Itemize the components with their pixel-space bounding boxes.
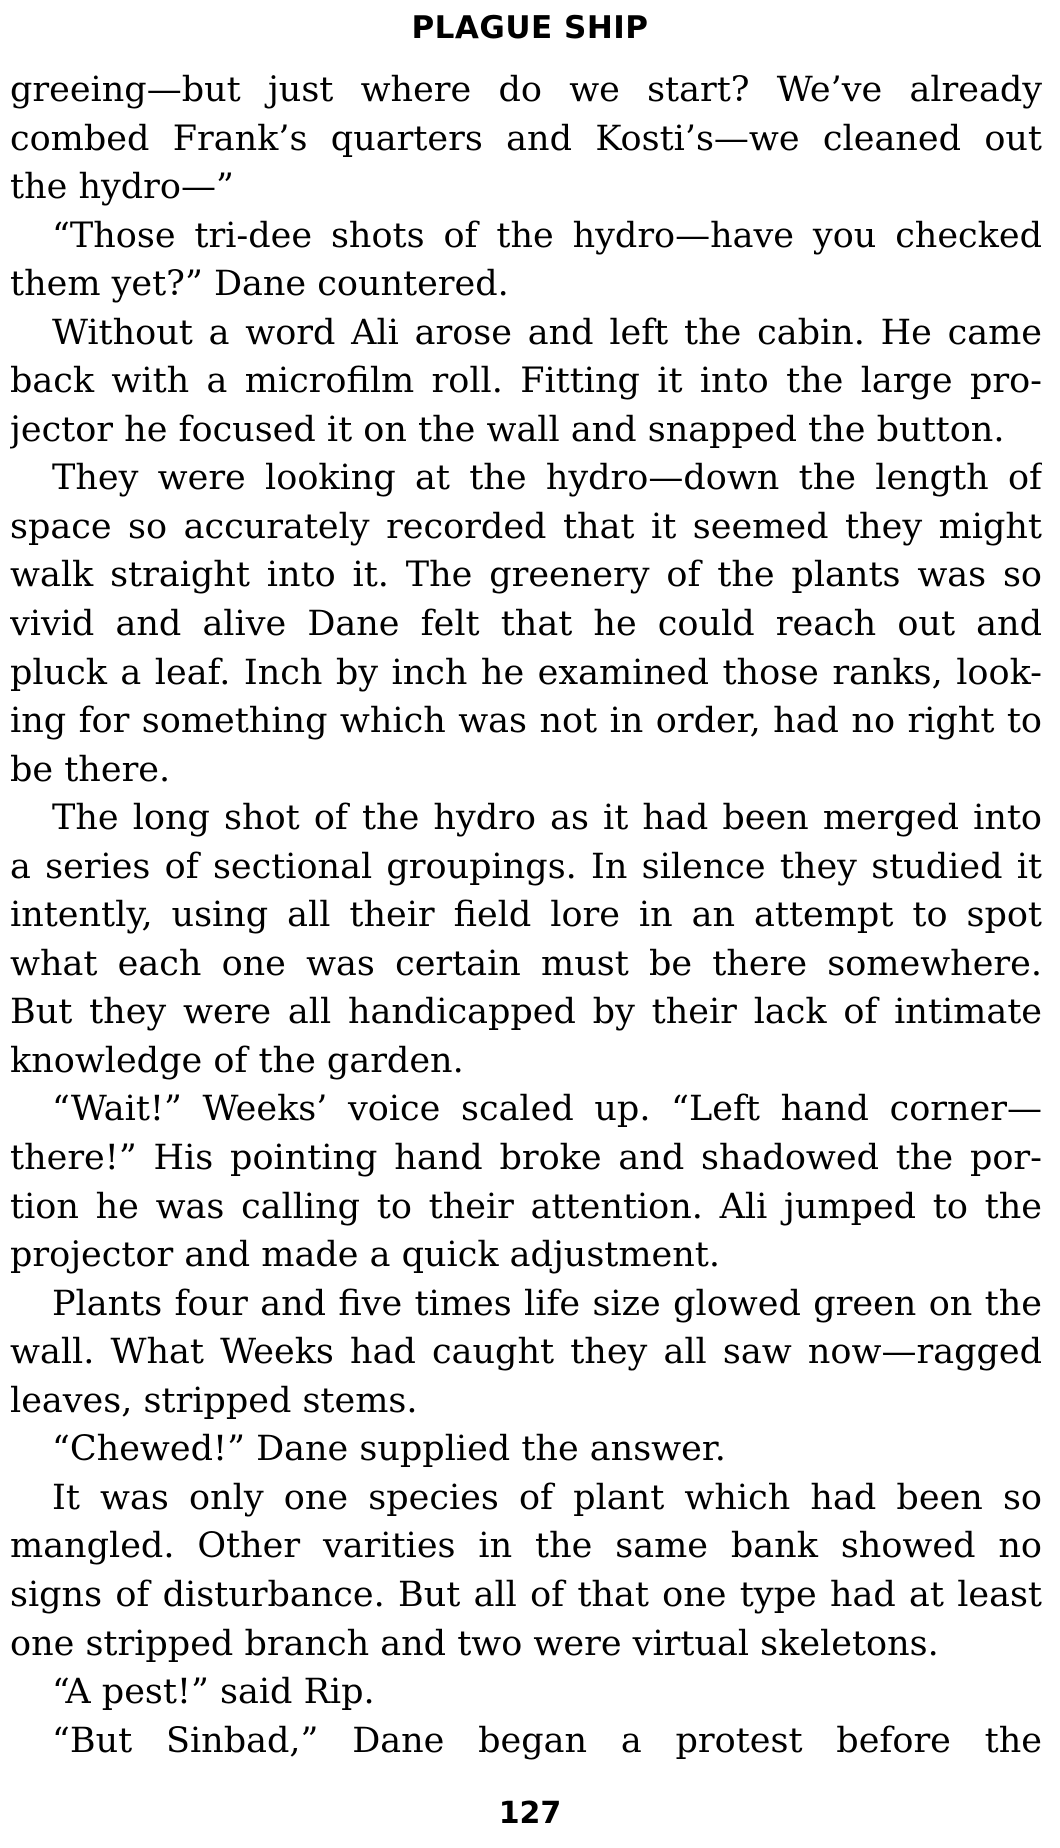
text-line: “Wait!” Weeks’ voice scaled up. “Left hand corner—: [52, 1089, 1042, 1130]
running-head: PLAGUE SHIP: [411, 10, 649, 46]
text-line: projector and made a quick adjustment.: [10, 1235, 720, 1276]
text-line: combed Frank’s quarters and Kosti’s—we cleaned out: [10, 118, 1042, 159]
text-line: greeing—but just where do we start? We’ve already: [10, 70, 1042, 110]
text-line: knowledge of the garden.: [10, 1040, 464, 1081]
text-line: a series of sectional groupings. In silence they studied it: [10, 846, 1042, 887]
text-line: The long shot of the hydro as it had been merged into: [52, 798, 1042, 839]
text-line: them yet?” Dane countered.: [10, 264, 509, 305]
text-line: walk straight into it. The greenery of the plants was so: [10, 555, 1042, 596]
text-line: “A pest!” said Rip.: [52, 1672, 375, 1713]
body-text: [10, 66, 1042, 1765]
text-line: ing for something which was not in order, had no right to: [10, 701, 1042, 742]
text-line: mangled. Other varities in the same bank showed no: [10, 1526, 1042, 1567]
text-line: one stripped branch and two were virtual skeletons.: [10, 1623, 939, 1664]
text-line: intently, using all their field lore in an attempt to spot: [10, 895, 1042, 936]
text-line: “Those tri-dee shots of the hydro—have you checked: [52, 215, 1042, 256]
text-line: space so accurately recorded that it seemed they might: [10, 506, 1042, 547]
text-line: But they were all handicapped by their lack of intimate: [10, 992, 1042, 1033]
text-line: pluck a leaf. Inch by inch he examined those ranks, look-: [10, 652, 1042, 693]
text-line: Plants four and five times life size glowed green on the: [52, 1283, 1042, 1324]
text-line: what each one was certain must be there somewhere.: [10, 943, 1042, 984]
text-line: Without a word Ali arose and left the cabin. He came: [52, 312, 1042, 353]
text-line: “Chewed!” Dane supplied the answer.: [52, 1429, 726, 1470]
text-line: the hydro—”: [10, 167, 234, 208]
text-line: jector he focused it on the wall and snapped the button.: [10, 409, 1005, 450]
page-number: 127: [498, 1796, 562, 1831]
text-line: vivid and alive Dane felt that he could reach out and: [10, 604, 1042, 645]
text-line: They were looking at the hydro—down the length of: [52, 458, 1042, 499]
text-line: signs of disturbance. But all of that one type had at least: [10, 1574, 1042, 1615]
text-line: “But Sinbad,” Dane began a protest before the: [52, 1720, 1042, 1761]
text-line: there!” His pointing hand broke and shadowed the por-: [10, 1138, 1042, 1179]
text-line: It was only one species of plant which had been so: [52, 1477, 1042, 1518]
text-line: be there.: [10, 749, 171, 790]
text-line: wall. What Weeks had caught they all saw now—ragged: [10, 1332, 1042, 1373]
text-line: leaves, stripped stems.: [10, 1380, 418, 1421]
text-line: tion he was calling to their attention. Ali jumped to the: [10, 1186, 1042, 1227]
text-line: back with a microfilm roll. Fitting it into the large pro-: [10, 361, 1042, 402]
